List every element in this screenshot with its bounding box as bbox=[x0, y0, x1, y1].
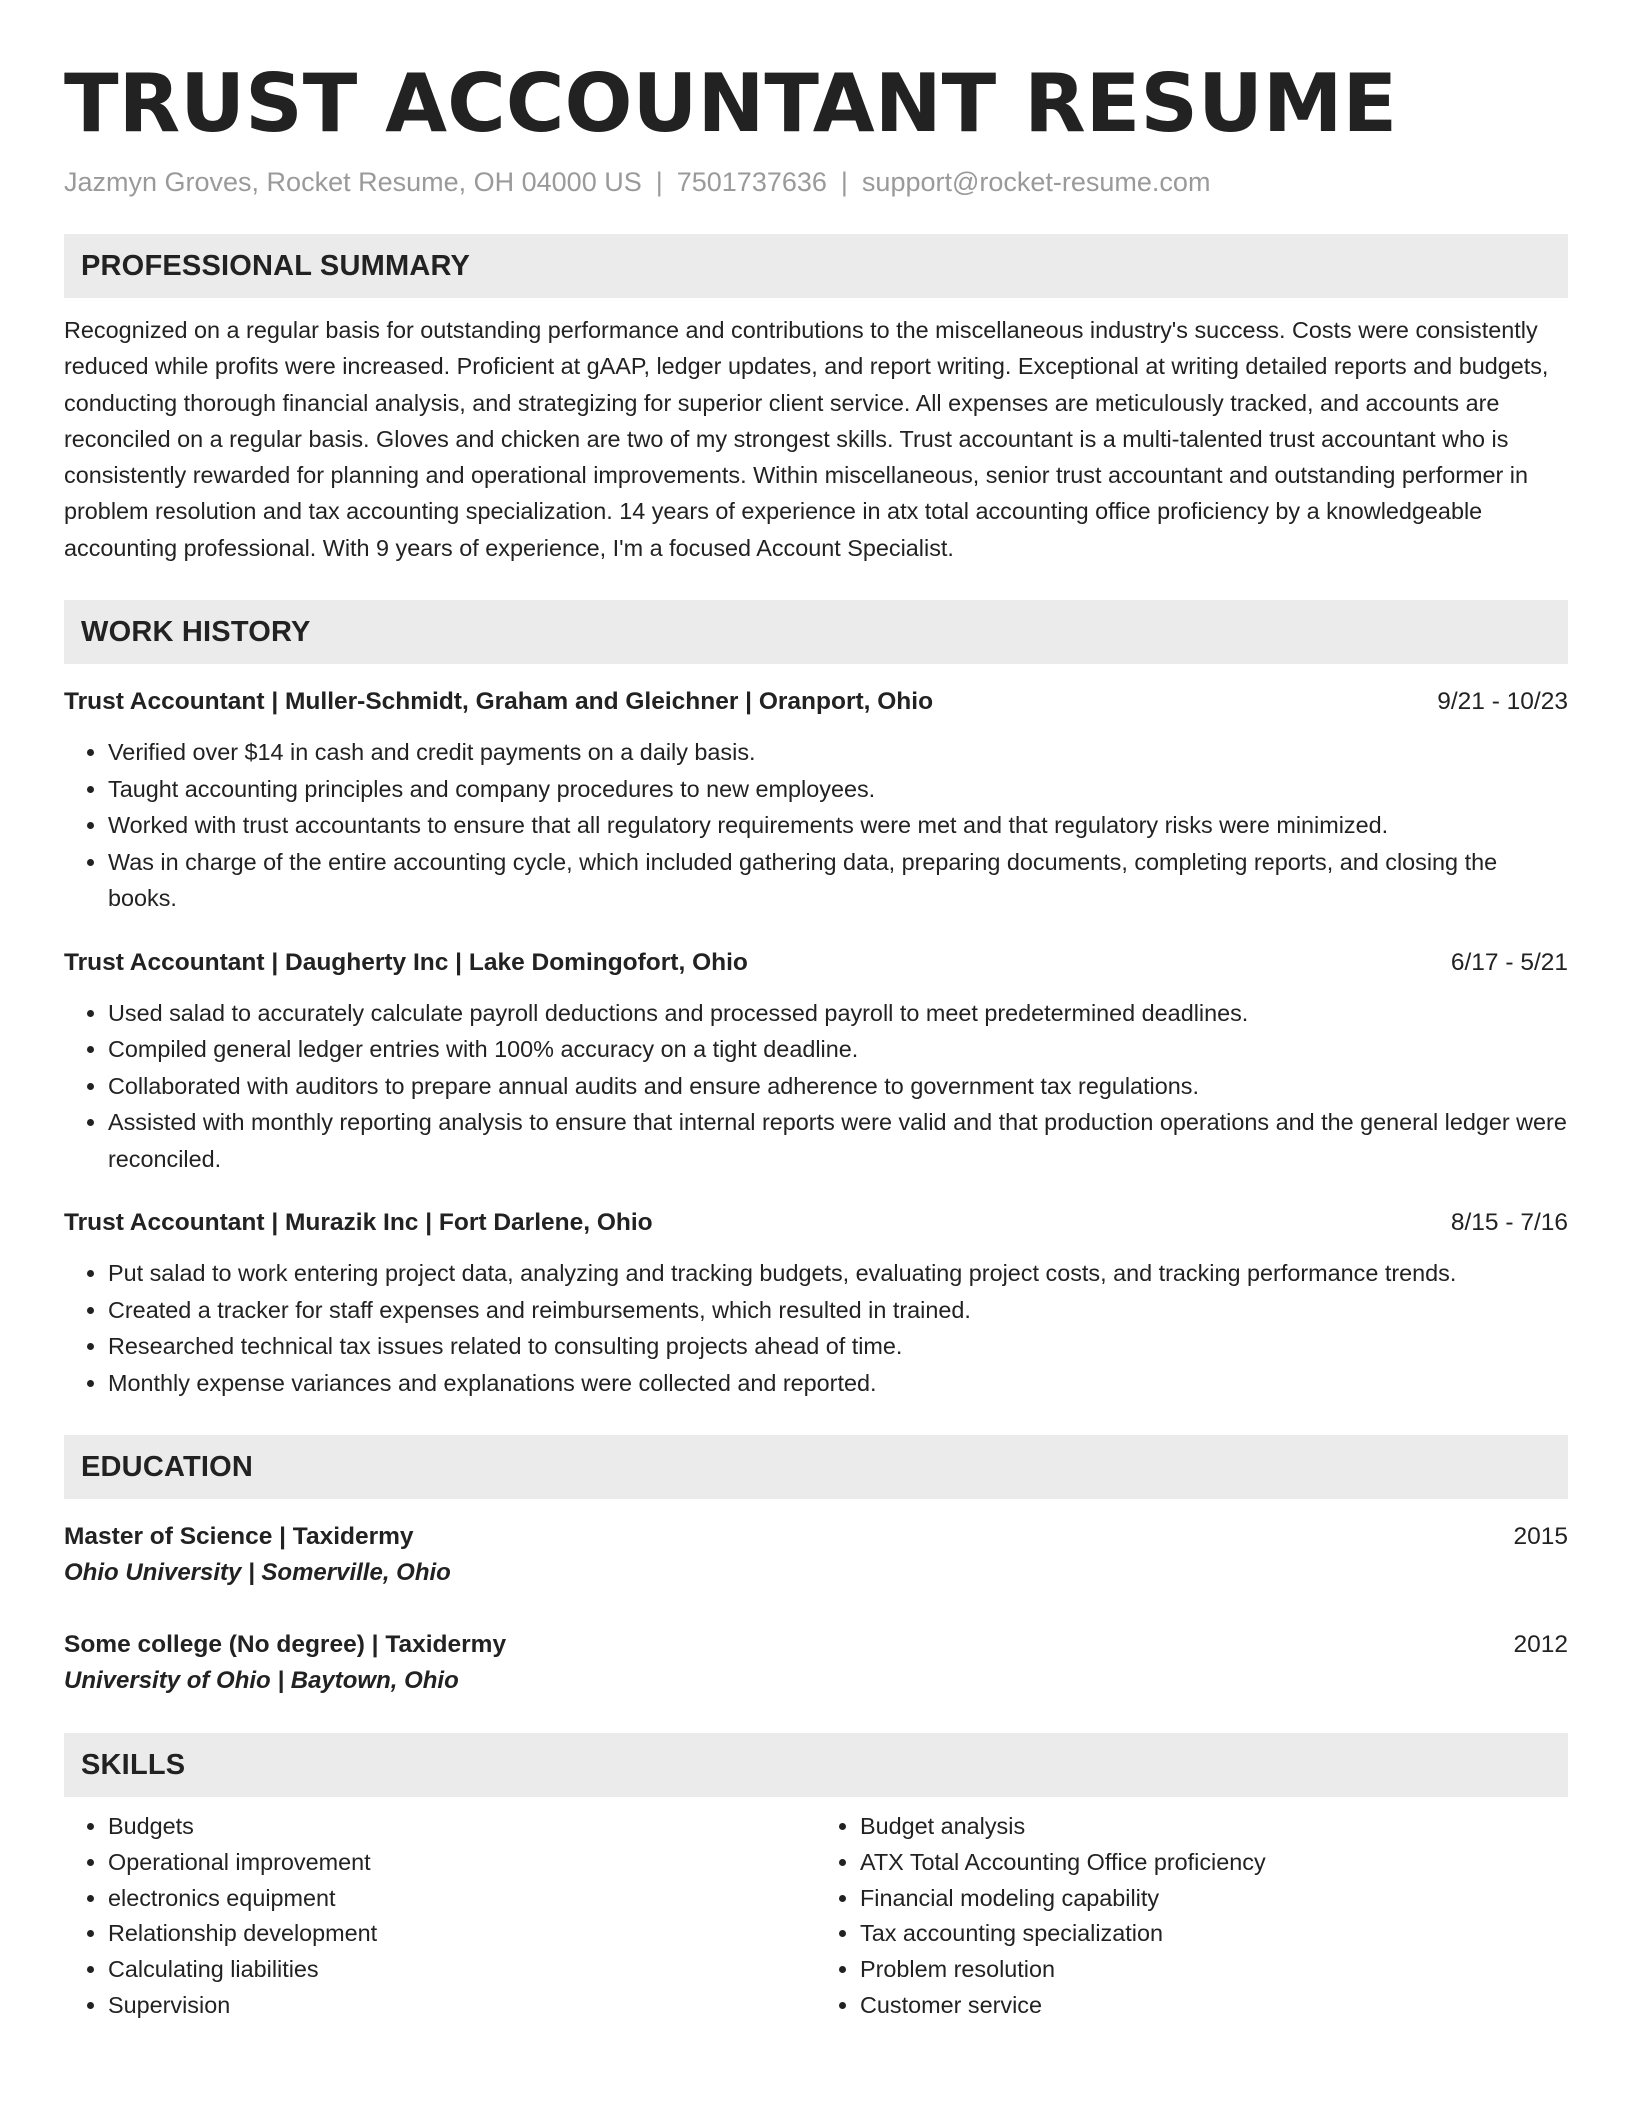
section-header-work-history: WORK HISTORY bbox=[64, 600, 1568, 664]
skill-item: • Customer service bbox=[860, 1988, 1568, 2024]
contact-address: Jazmyn Groves, Rocket Resume, OH 04000 US bbox=[64, 167, 642, 197]
job-dates: 9/21 - 10/23 bbox=[1437, 688, 1568, 716]
job-entry bbox=[64, 1205, 1568, 1401]
job-title: Trust Accountant | Murazik Inc | Fort Darlene, Ohio bbox=[64, 1209, 653, 1237]
job-bullet: • Used salad to accurately calculate payroll deductions and processed payroll to meet predetermined deadlines. bbox=[108, 995, 1568, 1032]
contact-separator: | bbox=[840, 167, 848, 197]
job-bullet: • Monthly expense variances and explanations were collected and reported. bbox=[108, 1365, 1568, 1402]
section-header-summary: PROFESSIONAL SUMMARY bbox=[64, 234, 1568, 298]
contact-line bbox=[64, 164, 1568, 200]
page-title: TRUST ACCOUNTANT RESUME bbox=[64, 57, 1398, 150]
contact-separator: | bbox=[655, 167, 663, 197]
contact-phone: 7501737636 bbox=[676, 167, 827, 197]
education-degree: Master of Science | Taxidermy bbox=[64, 1523, 414, 1551]
skill-item: • Relationship development bbox=[108, 1916, 816, 1952]
skill-item: • Financial modeling capability bbox=[860, 1881, 1568, 1917]
education-header bbox=[64, 1627, 1568, 1663]
job-header bbox=[64, 945, 1568, 981]
job-title: Trust Accountant | Muller-Schmidt, Graham and Gleichner | Oranport, Ohio bbox=[64, 688, 934, 716]
job-dates: 8/15 - 7/16 bbox=[1450, 1209, 1568, 1237]
job-entry bbox=[64, 684, 1568, 917]
skill-item: • Operational improvement bbox=[108, 1845, 816, 1881]
education-school: University of Ohio | Baytown, Ohio bbox=[64, 1667, 459, 1695]
skill-item: • Budgets bbox=[108, 1809, 816, 1845]
skills-list-right bbox=[816, 1809, 1568, 2024]
job-bullet: • Verified over $14 in cash and credit payments on a daily basis. bbox=[108, 734, 1568, 771]
skill-item: • Problem resolution bbox=[860, 1952, 1568, 1988]
skill-item: • Tax accounting specialization bbox=[860, 1916, 1568, 1952]
job-entry bbox=[64, 945, 1568, 1178]
job-bullets bbox=[64, 1255, 1568, 1401]
job-header bbox=[64, 1205, 1568, 1241]
skill-item: • Calculating liabilities bbox=[108, 1952, 816, 1988]
section-header-skills: SKILLS bbox=[64, 1733, 1568, 1797]
job-bullet: • Researched technical tax issues related to consulting projects ahead of time. bbox=[108, 1328, 1568, 1365]
job-bullet: • Created a tracker for staff expenses and reimbursements, which resulted in trained. bbox=[108, 1292, 1568, 1329]
skills-list-left bbox=[64, 1809, 816, 2024]
job-bullets bbox=[64, 995, 1568, 1178]
skill-item: • Supervision bbox=[108, 1988, 816, 2024]
education-school: Ohio University | Somerville, Ohio bbox=[64, 1559, 451, 1587]
job-bullet: • Compiled general ledger entries with 100% accuracy on a tight deadline. bbox=[108, 1031, 1568, 1068]
education-degree: Some college (No degree) | Taxidermy bbox=[64, 1631, 507, 1659]
section-header-education: EDUCATION bbox=[64, 1435, 1568, 1499]
job-bullet: • Taught accounting principles and company procedures to new employees. bbox=[108, 771, 1568, 808]
education-header bbox=[64, 1519, 1568, 1555]
skills-columns bbox=[64, 1809, 1568, 2024]
job-bullet: • Worked with trust accountants to ensure that all regulatory requirements were met and that regulatory risks were minimized. bbox=[108, 807, 1568, 844]
education-entry bbox=[64, 1519, 1568, 1591]
education-year: 2015 bbox=[1513, 1523, 1568, 1551]
job-bullet: • Collaborated with auditors to prepare annual audits and ensure adherence to government tax regulations. bbox=[108, 1068, 1568, 1105]
summary-text: Recognized on a regular basis for outstanding performance and contributions to the miscellaneous industry's success. Costs were consistently reduced while profits were increased. Proficient at gAAP, ledger updates, and report writing. Exceptional at writing detailed reports and budgets, conducting thorough financial analysis, and strategizing for superior client service. All expenses are meticulously tracked, and accounts are reconciled on a regular basis. Gloves and chicken are two of my strongest skills. Trust accountant is a multi-talented trust accountant who is consistently rewarded for planning and operational improvements. Within miscellaneous, senior trust accountant and outstanding performer in problem resolution and tax accounting specialization. 14 years of experience in atx total accounting office proficiency by a knowledgeable accounting professional. With 9 years of experience, I'm a focused Account Specialist. bbox=[64, 317, 1549, 561]
skill-item: • Budget analysis bbox=[860, 1809, 1568, 1845]
job-bullet: • Was in charge of the entire accounting cycle, which included gathering data, preparing documents, completing reports, and closing the books. bbox=[108, 844, 1568, 917]
job-dates: 6/17 - 5/21 bbox=[1450, 948, 1568, 976]
education-entry bbox=[64, 1627, 1568, 1699]
education-year: 2012 bbox=[1513, 1631, 1568, 1659]
job-bullet: • Assisted with monthly reporting analysis to ensure that internal reports were valid and that production operations and the general ledger were reconciled. bbox=[108, 1104, 1568, 1177]
job-bullets bbox=[64, 734, 1568, 917]
skill-item: • electronics equipment bbox=[108, 1881, 816, 1917]
contact-email: support@rocket-resume.com bbox=[861, 167, 1211, 197]
job-bullet: • Put salad to work entering project data, analyzing and tracking budgets, evaluating project costs, and tracking performance trends. bbox=[108, 1255, 1568, 1292]
job-title: Trust Accountant | Daugherty Inc | Lake Domingofort, Ohio bbox=[64, 948, 748, 976]
job-header bbox=[64, 684, 1568, 720]
skill-item: • ATX Total Accounting Office proficiency bbox=[860, 1845, 1568, 1881]
